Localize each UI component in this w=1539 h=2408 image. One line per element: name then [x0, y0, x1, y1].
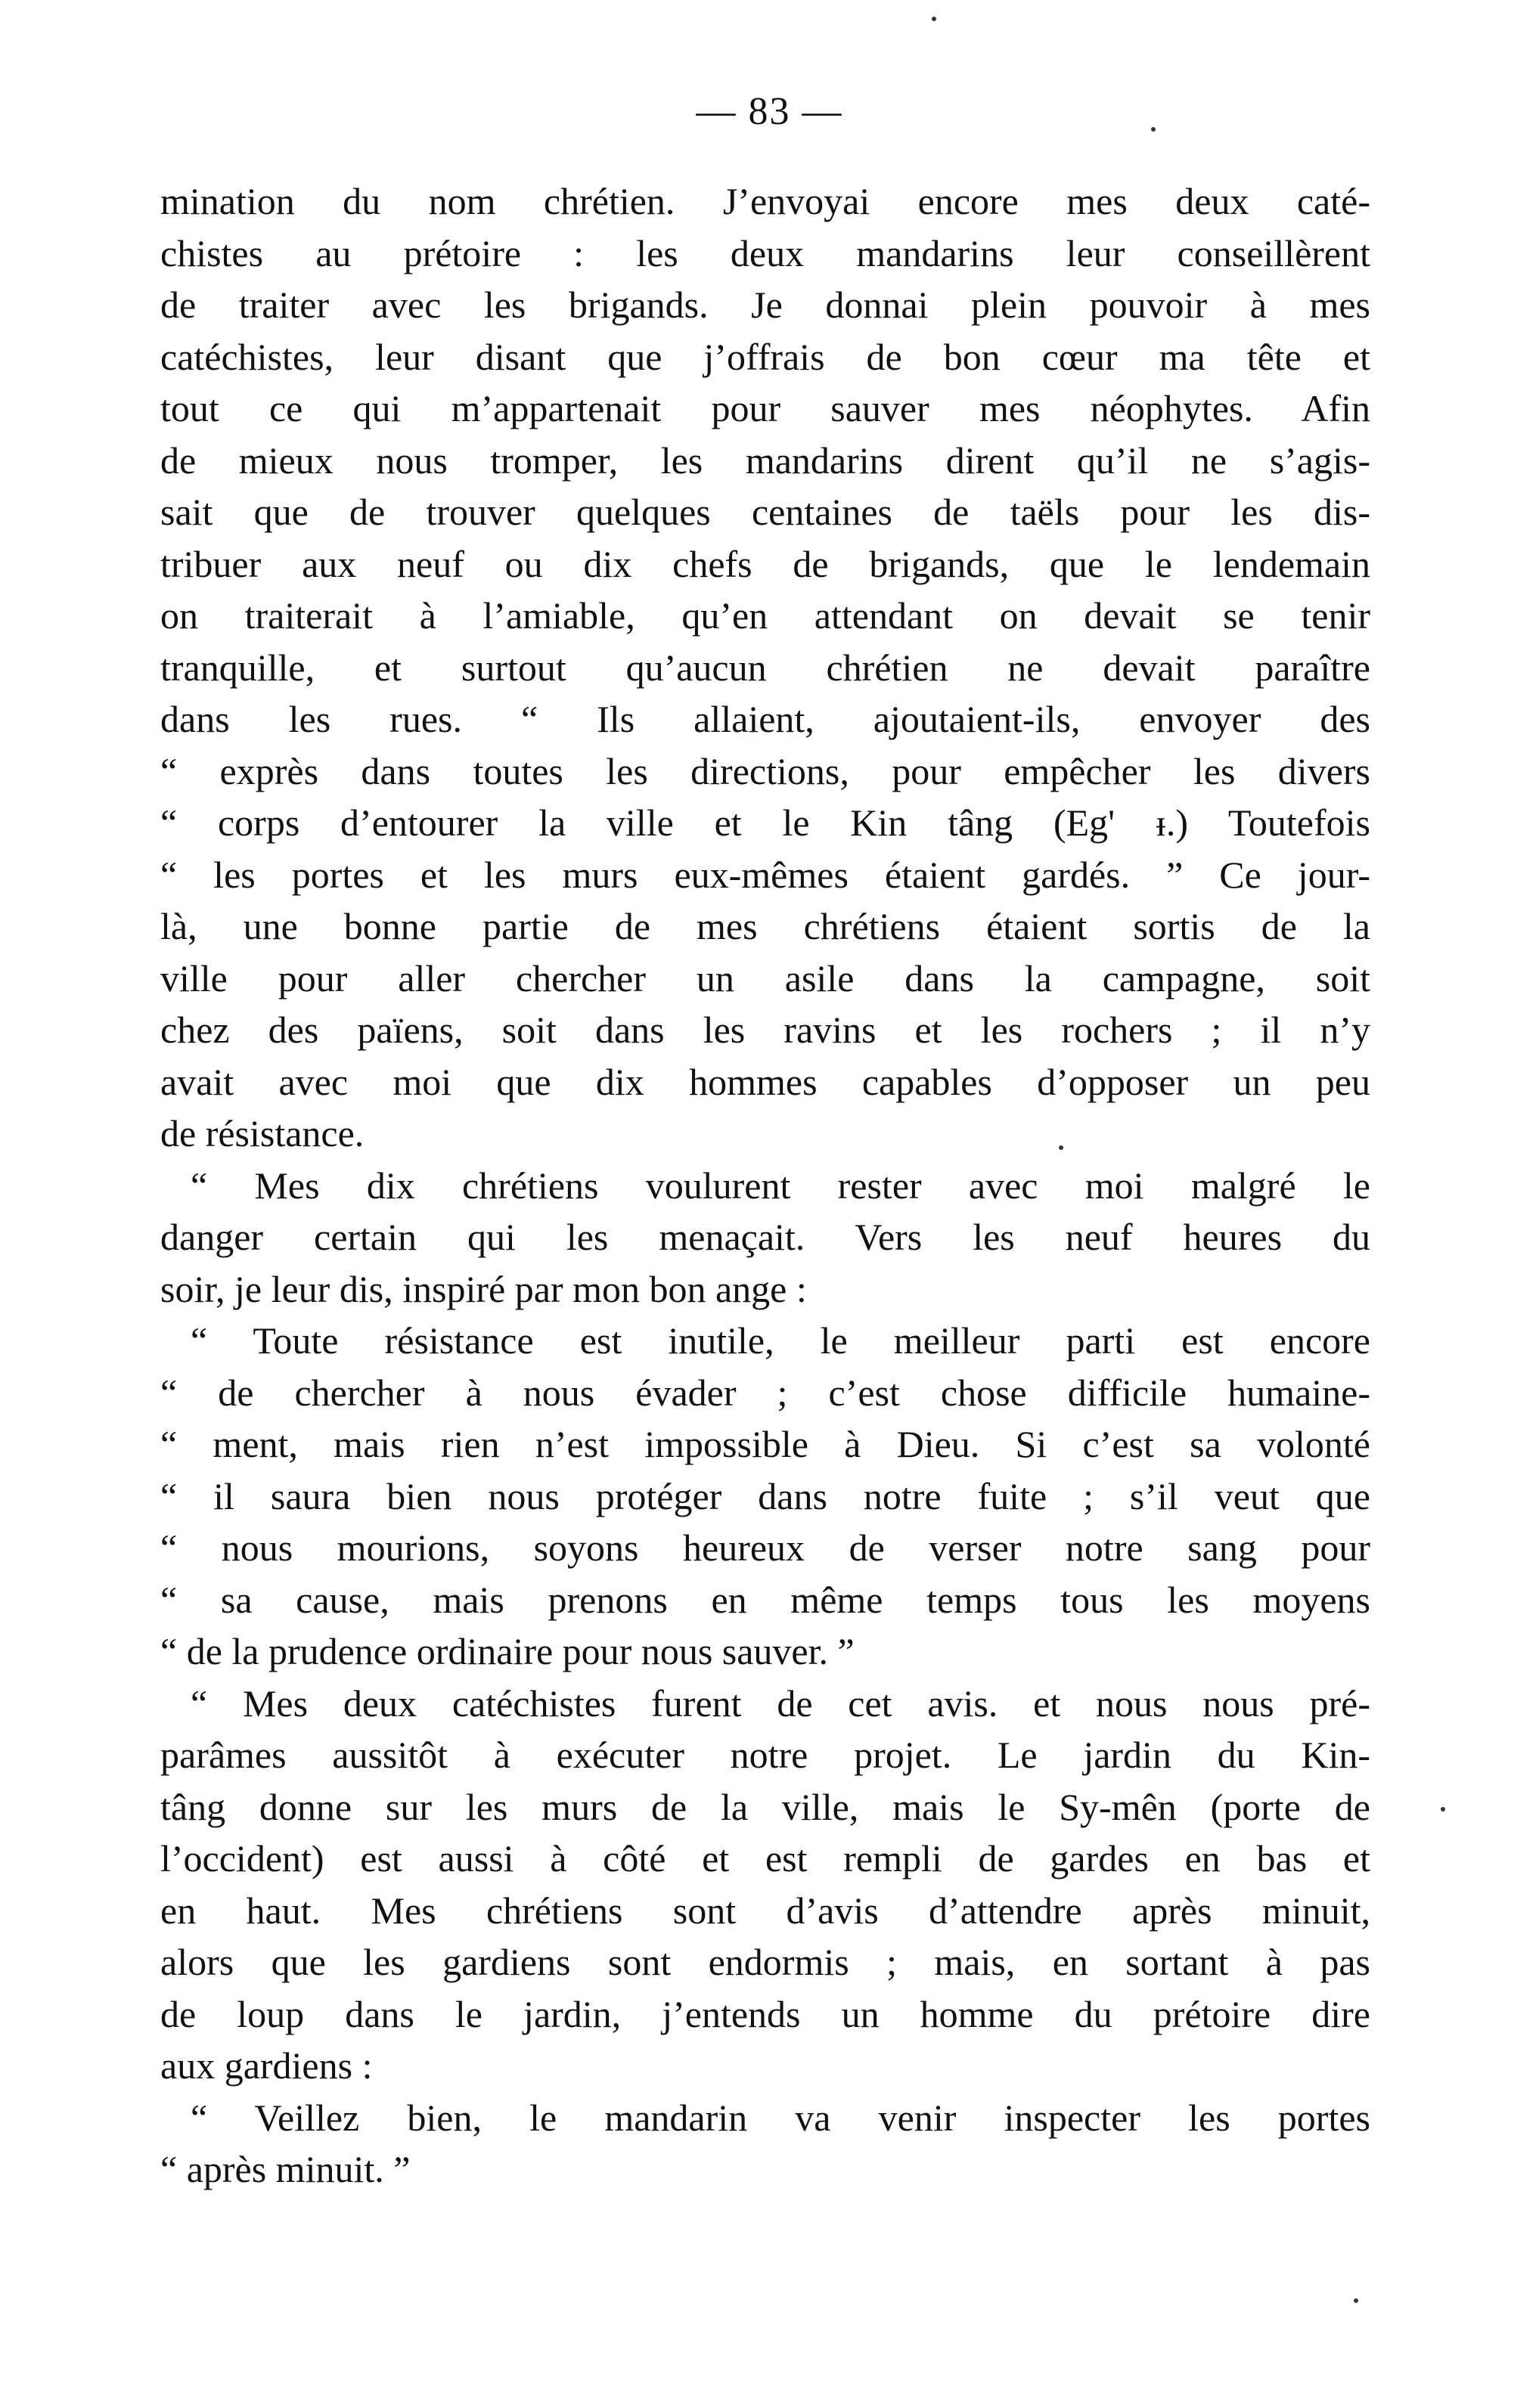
- text-line: chez des païens, soit dans les ravins et les rochers ; il n’y: [160, 1009, 1370, 1051]
- ink-speck: [1354, 2298, 1358, 2303]
- text-line: danger certain qui les menaçait. Vers les neuf heures du: [160, 1216, 1370, 1258]
- text-line: soir, je leur dis, inspiré par mon bon ange :: [160, 1267, 807, 1310]
- text-line: de loup dans le jardin, j’entends un homme du prétoire dire: [160, 1992, 1370, 2035]
- text-line: en haut. Mes chrétiens sont d’avis d’attendre après minuit,: [160, 1889, 1370, 1932]
- text-line: avait avec moi que dix hommes capables d’opposer un peu: [160, 1060, 1370, 1103]
- text-line: tout ce qui m’appartenait pour sauver mes néophytes. Afin: [160, 387, 1370, 429]
- text-line: catéchistes, leur disant que j’offrais de bon cœur ma tête et: [160, 335, 1370, 378]
- text-line: “ ment, mais rien n’est impossible à Dieu. Si c’est sa volonté: [160, 1423, 1370, 1465]
- ink-speck: [932, 17, 936, 21]
- text-line: tranquille, et surtout qu’aucun chrétien ne devait paraître: [160, 646, 1370, 689]
- text-line: “ Mes deux catéchistes furent de cet avis. et nous nous pré-: [191, 1681, 1370, 1725]
- text-line: là, une bonne partie de mes chrétiens étaient sortis de la: [160, 905, 1370, 947]
- text-line: alors que les gardiens sont endormis ; mais, en sortant à pas: [160, 1941, 1370, 1983]
- text-line: on traiterait à l’amiable, qu’en attendant on devait se tenir: [160, 594, 1370, 637]
- text-line: tâng donne sur les murs de la ville, mais le Sy-mên (porte de: [160, 1785, 1370, 1828]
- text-line: aux gardiens :: [160, 2044, 373, 2087]
- page-number: — 83 —: [696, 90, 843, 133]
- text-line: sait que de trouver quelques centaines de taëls pour les dis-: [160, 491, 1370, 533]
- text-line: “ il saura bien nous protéger dans notre fuite ; s’il veut que: [160, 1474, 1370, 1517]
- text-line: chistes au prétoire : les deux mandarins leur conseillèrent: [160, 231, 1370, 274]
- text-line: de mieux nous tromper, les mandarins dirent qu’il ne s’agis-: [160, 439, 1370, 482]
- text-line: de résistance.: [160, 1112, 365, 1154]
- text-line: “ Veillez bien, le mandarin va venir inspecter les portes: [191, 2096, 1370, 2139]
- body-text: [160, 175, 1370, 2196]
- text-line: “ après minuit. ”: [160, 2148, 411, 2190]
- text-line: parâmes aussitôt à exécuter notre projet. Le jardin du Kin-: [160, 1734, 1370, 1776]
- ink-speck: [1059, 1145, 1063, 1150]
- ink-speck: [1441, 1807, 1445, 1811]
- text-line: “ les portes et les murs eux-mêmes étaient gardés. ” Ce jour-: [160, 853, 1370, 896]
- text-line: “ sa cause, mais prenons en même temps tous les moyens: [160, 1578, 1370, 1621]
- text-line: tribuer aux neuf ou dix chefs de brigands, que le lendemain: [160, 542, 1370, 585]
- text-line: “ de chercher à nous évader ; c’est chose difficile humaine-: [160, 1371, 1370, 1414]
- text-line: “ nous mourions, soyons heureux de verser notre sang pour: [160, 1526, 1370, 1569]
- text-line: “ de la prudence ordinaire pour nous sauver. ”: [160, 1630, 855, 1672]
- text-line: “ corps d’entourer la ville et le Kin tâng (Eg' ᵻ.) Toutefois: [160, 801, 1370, 844]
- text-line: “ exprès dans toutes les directions, pour empêcher les divers: [160, 749, 1370, 792]
- text-line: de traiter avec les brigands. Je donnai plein pouvoir à mes: [160, 284, 1370, 326]
- text-line: dans les rues. “ Ils allaient, ajoutaient-ils, envoyer des: [160, 698, 1370, 740]
- text-line: “ Toute résistance est inutile, le meilleur parti est encore: [191, 1319, 1370, 1362]
- ink-speck: [1151, 127, 1156, 132]
- text-line: l’occident) est aussi à côté et est rempli de gardes en bas et: [160, 1837, 1370, 1880]
- text-line: “ Mes dix chrétiens voulurent rester avec moi malgré le: [191, 1164, 1370, 1207]
- text-line: mination du nom chrétien. J’envoyai encore mes deux caté-: [160, 180, 1370, 222]
- text-line: ville pour aller chercher un asile dans la campagne, soit: [160, 956, 1370, 999]
